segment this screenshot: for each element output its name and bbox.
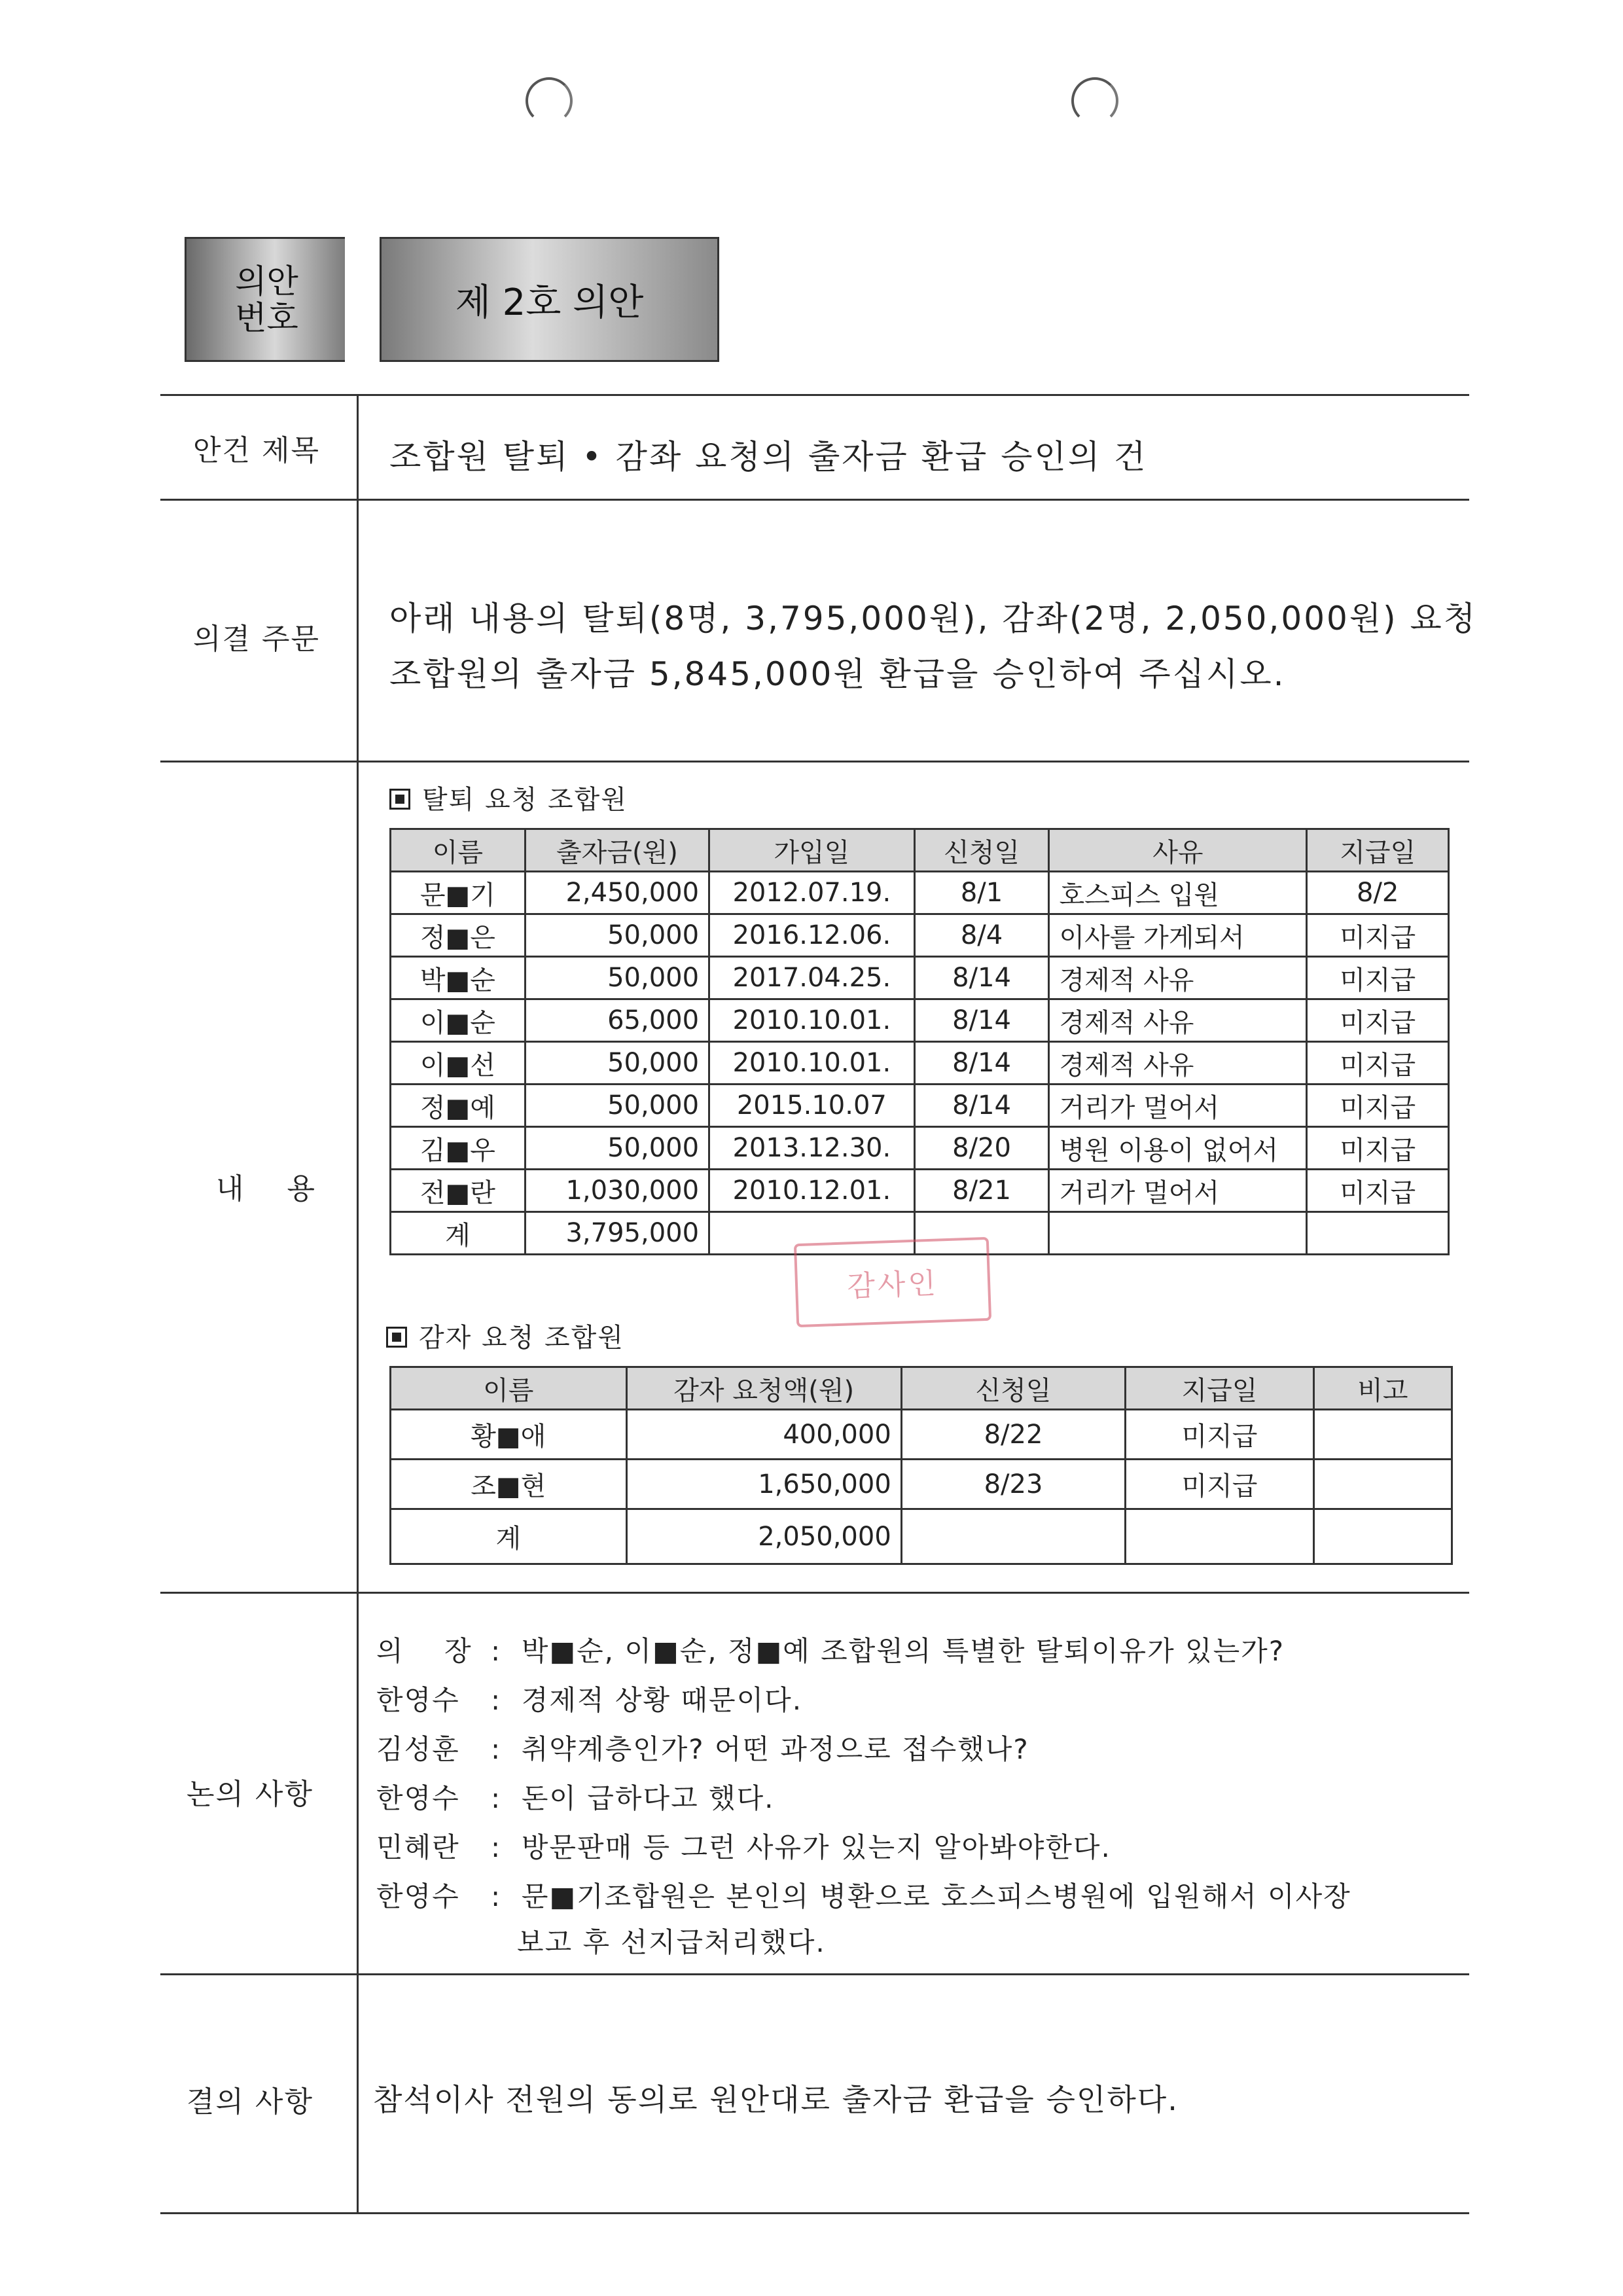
order-line-1: 아래 내용의 탈퇴(8명, 3,795,000원), 감좌(2명, 2,050,000원) 요청 [389, 600, 1478, 637]
title-label: 안건 제목 [193, 434, 321, 467]
table-row: 이■순 65,000 2010.10.01. 8/14 경제적 사유 미지급 [391, 999, 1449, 1042]
col-request-date: 신청일 [914, 829, 1049, 872]
table-row: 정■예 50,000 2015.10.07 8/14 거리가 멀어서 미지급 [391, 1085, 1449, 1127]
punch-hole-right [1071, 77, 1118, 124]
col-amount: 감자 요청액(원) [626, 1367, 901, 1410]
table-total-row: 계 3,795,000 [391, 1212, 1449, 1255]
bill-number-label: 의안 번호 [185, 237, 349, 362]
rule-bottom [160, 2212, 1469, 2214]
header-divider [345, 237, 380, 362]
col-join-date: 가입일 [709, 829, 915, 872]
discussion-line: 한영수 : 문■기조합원은 본인의 병환으로 호스피스병원에 입원해서 이사장 [376, 1880, 1351, 1912]
withdraw-table [389, 828, 1450, 1255]
withdraw-section-title: 탈퇴 요청 조합원 [389, 779, 628, 816]
bill-number: 제 2호 의안 [380, 237, 719, 362]
order-label: 의결 주문 [193, 622, 321, 656]
table-header-row [391, 1367, 1452, 1410]
table-row: 이■선 50,000 2010.10.01. 8/14 경제적 사유 미지급 [391, 1042, 1449, 1085]
reduce-section-title: 감자 요청 조합원 [386, 1317, 624, 1354]
table-total-row: 계 2,050,000 [391, 1509, 1452, 1564]
discussion-line: 김성훈 : 취약계층인가? 어떤 과정으로 접수했나? [376, 1733, 1029, 1765]
col-name: 이름 [391, 1367, 627, 1410]
resolution-label: 결의 사항 [187, 2085, 314, 2119]
col-pay-date: 지급일 [1126, 1367, 1314, 1410]
content-label: 내 용 [216, 1172, 316, 1206]
discussion-line: 한영수 : 경제적 상황 때문이다. [376, 1684, 803, 1716]
table-row: 조■현 1,650,000 8/23 미지급 [391, 1460, 1452, 1509]
table-row: 김■우 50,000 2013.12.30. 8/20 병원 이용이 없어서 미지급 [391, 1127, 1449, 1170]
table-row: 문■기 2,450,000 2012.07.19. 8/1 호스피스 입원 8/2 [391, 872, 1449, 914]
col-request-date: 신청일 [901, 1367, 1125, 1410]
table-header-row [391, 829, 1449, 872]
column-divider [357, 394, 359, 2212]
official-stamp: 감사인 [794, 1237, 991, 1327]
section-bullet-icon [389, 789, 410, 810]
col-pay-date: 지급일 [1307, 829, 1449, 872]
discussion-line: 의 장 : 박■순, 이■순, 정■예 조합원의 특별한 탈퇴이유가 있는가? [376, 1635, 1285, 1667]
col-reason: 사유 [1049, 829, 1307, 872]
section-bullet-icon [386, 1327, 407, 1348]
agenda-title: 조합원 탈퇴 • 감좌 요청의 출자금 환급 승인의 건 [389, 438, 1148, 476]
order-line-2: 조합원의 출자금 5,845,000원 환급을 승인하여 주십시오. [389, 655, 1286, 693]
discussion-line: 민혜란 : 방문판매 등 그런 사유가 있는지 알아봐야한다. [376, 1831, 1111, 1863]
col-name: 이름 [391, 829, 526, 872]
punch-hole-left [526, 77, 573, 124]
col-note: 비고 [1313, 1367, 1452, 1410]
resolution-text: 참석이사 전원의 동의로 원안대로 출자금 환급을 승인하다. [373, 2082, 1179, 2117]
col-amount: 출자금(원) [525, 829, 709, 872]
table-row: 전■란 1,030,000 2010.12.01. 8/21 거리가 멀어서 미지급 [391, 1170, 1449, 1212]
discussion-label: 논의 사항 [187, 1778, 314, 1811]
table-row: 황■애 400,000 8/22 미지급 [391, 1410, 1452, 1460]
discussion-line: 보고 후 선지급처리했다. [517, 1926, 826, 1958]
reduce-table [389, 1366, 1453, 1565]
table-row: 박■순 50,000 2017.04.25. 8/14 경제적 사유 미지급 [391, 957, 1449, 999]
table-row: 정■은 50,000 2016.12.06. 8/4 이사를 가게되서 미지급 [391, 914, 1449, 957]
discussion-line: 한영수 : 돈이 급하다고 했다. [376, 1782, 775, 1814]
